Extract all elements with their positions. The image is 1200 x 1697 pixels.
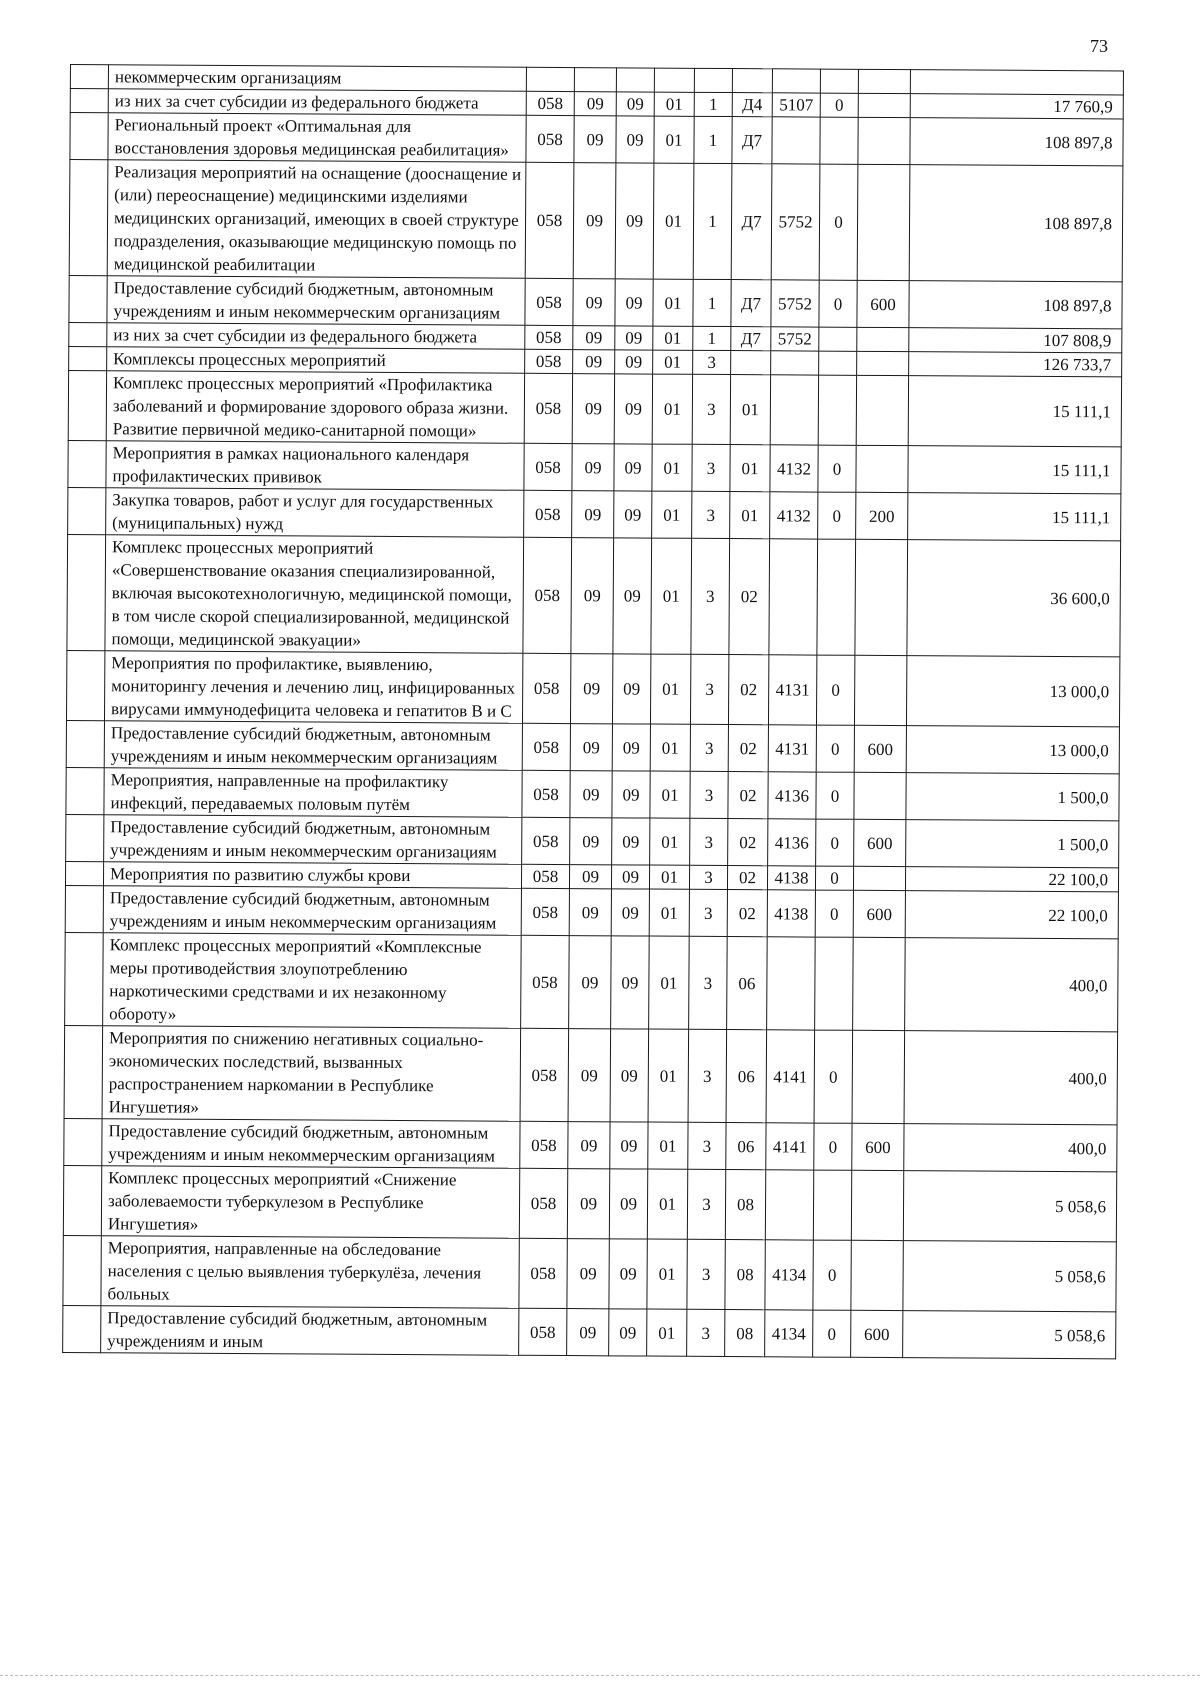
row-index-cell [70,89,108,113]
code-cell-c1 [526,67,574,91]
row-index-cell [64,1118,102,1165]
code-cell-c3: 09 [612,654,650,724]
code-cell-c8: 0 [816,819,854,866]
code-cell-c2: 09 [572,444,614,491]
code-cell-c1: 058 [526,115,574,162]
table-row [70,113,1123,166]
row-index-cell [64,1025,103,1118]
code-cell-c4: 01 [653,279,693,326]
row-amount: 400,0 [904,1124,1117,1172]
code-cell-c7: 4134 [765,1240,813,1310]
code-cell-c1: 058 [522,723,570,770]
code-cell-c9 [857,164,910,280]
code-cell-c7: 5752 [771,164,820,280]
code-cell-c7: 5752 [771,280,819,327]
table-row [69,275,1122,328]
code-cell-c4: 01 [647,1239,687,1309]
code-cell-c9 [853,937,906,1030]
row-amount: 17 760,9 [910,94,1123,119]
code-cell-c6 [731,351,771,375]
table-row [66,814,1119,867]
code-cell-c8: 0 [813,1240,851,1310]
code-cell-c5: 3 [690,818,728,865]
code-cell-c1: 058 [522,653,570,723]
code-cell-c5: 1 [693,279,731,326]
row-name: Закупка товаров, работ и услуг для государственных (муниципальных) нужд [106,488,524,538]
code-cell-c9 [852,1030,905,1123]
code-cell-c5: 3 [690,654,728,724]
code-cell-c7 [771,351,819,375]
row-index-cell [67,534,106,650]
budget-table [62,64,1124,1359]
code-cell-c8 [815,937,854,1030]
code-cell-c2: 09 [570,654,612,724]
row-amount: 1 500,0 [906,820,1119,868]
code-cell-c2: 09 [569,889,611,936]
code-cell-c6: 08 [725,1310,765,1357]
code-cell-c8: 0 [820,93,858,117]
table-row [69,160,1123,282]
code-cell-c1: 058 [525,349,573,373]
code-cell-c1: 058 [522,817,570,864]
code-cell-c1: 058 [521,935,570,1028]
row-index-cell [63,1165,101,1235]
code-cell-c8 [819,351,857,375]
code-cell-c3: 09 [611,936,650,1029]
row-name: из них за счет субсидии из федерального бюджета [107,323,525,350]
row-name: Комплексы процессных мероприятий [107,347,525,374]
code-cell-c3: 09 [615,163,654,279]
code-cell-c2: 09 [570,771,612,818]
code-cell-c1: 058 [522,770,570,817]
code-cell-c5 [694,68,732,92]
code-cell-c9: 600 [851,1310,903,1357]
row-index-cell [70,65,108,89]
code-cell-c4: 01 [650,724,690,771]
code-cell-c4: 01 [649,865,689,889]
code-cell-c7: 4132 [770,445,818,492]
code-cell-c6: Д7 [732,117,772,164]
row-amount: 22 100,0 [905,891,1118,939]
table-row [65,885,1118,938]
code-cell-c7: 4136 [768,819,816,866]
code-cell-c8: 0 [816,772,854,819]
row-name: из них за счет субсидии из федерального бюджета [108,89,526,116]
row-amount: 400,0 [904,1031,1118,1125]
code-cell-c6: 08 [725,1240,765,1310]
row-amount: 15 111,1 [908,493,1121,541]
row-name: Комплекс процессных мероприятий «Комплексные меры противодействия злоупотреблению наркотическими средствами и их незаконному обороту» [103,933,522,1029]
row-name: Мероприятия по развитию службы крови [103,862,521,889]
code-cell-c2: 09 [573,350,615,374]
code-cell-c1: 058 [519,1238,567,1308]
row-name: Мероприятия в рамках национального календаря профилактических прививок [106,441,524,491]
code-cell-c6: 01 [730,492,770,539]
code-cell-c8: 0 [814,1030,853,1123]
code-cell-c6: Д4 [732,93,772,117]
code-cell-c4: 01 [650,771,690,818]
code-cell-c9: 600 [853,890,905,937]
code-cell-c4: 01 [654,116,694,163]
row-amount: 107 808,9 [909,328,1122,353]
code-cell-c2: 09 [570,818,612,865]
code-cell-c4: 01 [652,491,692,538]
code-cell-c4: 01 [649,936,690,1029]
row-name: Мероприятия, направленные на обследование населения с целью выявления туберкулёза, лечения больных [101,1236,519,1309]
code-cell-c5: 3 [692,491,730,538]
code-cell-c3: 09 [616,92,654,116]
code-cell-c2: 09 [573,279,615,326]
code-cell-c9 [857,327,909,351]
code-cell-c3 [616,68,654,92]
row-name: Предоставление субсидий бюджетным, автономным учреждениям и иным некоммерческим организациям [103,886,521,936]
code-cell-c6: 02 [728,655,768,725]
row-name: некоммерческим организациям [108,65,526,92]
table-row [68,487,1121,540]
code-cell-c7: 4132 [770,492,818,539]
code-cell-c1: 058 [519,1308,567,1355]
code-cell-c2: 09 [567,1169,609,1239]
row-amount: 15 111,1 [908,446,1121,494]
code-cell-c7 [772,69,820,93]
code-cell-c5: 3 [689,936,728,1029]
code-cell-c1: 058 [520,1028,569,1121]
code-cell-c4: 01 [651,538,692,654]
code-cell-c4: 01 [653,350,693,374]
code-cell-c3: 09 [609,1169,647,1239]
code-cell-c5: 3 [689,889,727,936]
code-cell-c6: 06 [727,937,768,1030]
table-row [68,370,1121,446]
code-cell-c2: 09 [569,865,611,889]
code-cell-c8: 0 [813,1310,851,1357]
code-cell-c4: 01 [647,1309,687,1356]
table-row [65,932,1119,1031]
code-cell-c5: 3 [692,444,730,491]
code-cell-c9 [858,69,910,93]
row-amount: 5 058,6 [903,1311,1116,1359]
code-cell-c2: 09 [572,374,614,444]
code-cell-c6: Д7 [731,280,771,327]
code-cell-c1: 058 [525,325,573,349]
code-cell-c3: 09 [610,1029,649,1122]
row-amount: 108 897,8 [909,165,1123,282]
code-cell-c9 [855,539,908,655]
row-name: Комплекс процессных мероприятий «Снижение заболеваемости туберкулезом в Республике Ингушетия» [101,1166,519,1239]
row-index-cell [70,113,108,160]
row-index-cell [69,322,107,346]
code-cell-c8 [817,539,856,655]
code-cell-c4: 01 [653,163,694,279]
code-cell-c3: 09 [614,374,652,444]
code-cell-c5: 3 [690,771,728,818]
code-cell-c9 [856,375,908,445]
code-cell-c2: 09 [568,1122,610,1169]
row-amount: 108 897,8 [909,281,1122,329]
table-row [63,1235,1116,1311]
row-index-cell [69,160,108,276]
code-cell-c7 [772,117,820,164]
row-name: Предоставление субсидий бюджетным, автономным учреждениям и иным некоммерческим организациям [104,721,522,771]
code-cell-c7: 4131 [768,725,816,772]
table-row [64,1118,1117,1171]
code-cell-c1: 058 [524,373,572,443]
code-cell-c5: 1 [694,116,732,163]
code-cell-c7: 5752 [771,327,819,351]
code-cell-c7: 4134 [765,1310,813,1357]
code-cell-c9: 600 [854,819,906,866]
code-cell-c9: 600 [852,1123,904,1170]
table-row [66,720,1119,773]
code-cell-c6: 01 [730,375,770,445]
row-index-cell [66,650,104,720]
row-name: Мероприятия по профилактике, выявлению, мониторингу лечения и лечению лиц, инфицированных вирусами иммунодефицита человека и гепатитов В и С [104,651,522,724]
code-cell-c3: 09 [616,116,654,163]
code-cell-c7 [765,1170,813,1240]
code-cell-c7: 4141 [766,1123,814,1170]
table-row [64,1025,1118,1124]
row-amount: 400,0 [905,938,1119,1032]
code-cell-c9: 600 [857,280,909,327]
code-cell-c4: 01 [653,326,693,350]
code-cell-c2: 09 [573,326,615,350]
row-amount: 1 500,0 [906,773,1119,821]
code-cell-c6: 02 [728,772,768,819]
code-cell-c4: 01 [652,374,692,444]
code-cell-c8 [820,69,858,93]
code-cell-c5: 3 [689,865,727,889]
code-cell-c4: 01 [650,654,690,724]
code-cell-c8: 0 [814,1123,852,1170]
code-cell-c1: 058 [526,91,574,115]
code-cell-c5: 3 [687,1239,725,1309]
code-cell-c4: 01 [648,1029,689,1122]
code-cell-c4: 01 [649,889,689,936]
code-cell-c1: 058 [524,443,572,490]
code-cell-c5: 3 [687,1169,725,1239]
code-cell-c2: 09 [569,936,612,1029]
table-body [63,65,1124,1359]
code-cell-c3: 09 [615,350,653,374]
code-cell-c8: 0 [815,890,853,937]
code-cell-c5: 1 [693,326,731,350]
code-cell-c6: 02 [727,866,767,890]
code-cell-c8: 0 [815,866,853,890]
code-cell-c3: 09 [613,538,652,654]
code-cell-c9: 200 [856,492,908,539]
row-amount: 13 000,0 [906,656,1119,727]
code-cell-c3: 09 [611,889,649,936]
code-cell-c8 [818,375,856,445]
code-cell-c4: 01 [654,92,694,116]
table-row [63,1305,1116,1358]
row-index-cell [65,885,103,932]
code-cell-c6: 08 [725,1170,765,1240]
code-cell-c4 [654,68,694,92]
code-cell-c9 [858,117,910,164]
row-index-cell [68,370,106,440]
code-cell-c4: 01 [647,1169,687,1239]
code-cell-c9 [853,866,905,890]
row-index-cell [69,275,107,322]
code-cell-c6: 02 [727,890,767,937]
row-index-cell [63,1305,101,1352]
table-row [68,440,1121,493]
code-cell-c3: 09 [611,865,649,889]
code-cell-c6: 06 [726,1123,766,1170]
code-cell-c9 [854,772,906,819]
row-name: Предоставление субсидий бюджетным, автономным учреждениям и иным некоммерческим организациям [102,1119,520,1169]
row-name: Мероприятия по снижению негативных социально-экономических последствий, вызванных распространением наркомании в Республике Ингушетия» [102,1026,521,1122]
code-cell-c9 [854,655,906,725]
row-index-cell [69,346,107,370]
table-row [63,1165,1116,1241]
row-amount: 5 058,6 [903,1171,1116,1242]
code-cell-c9 [851,1170,903,1240]
code-cell-c7 [770,375,818,445]
row-amount: 108 897,8 [910,118,1123,166]
code-cell-c6 [732,69,772,93]
code-cell-c1: 058 [520,1121,568,1168]
row-name: Предоставление субсидий бюджетным, автономным учреждениям и иным [101,1306,519,1356]
code-cell-c5: 3 [688,1122,726,1169]
code-cell-c2: 09 [573,163,616,279]
code-cell-c8: 0 [818,492,856,539]
code-cell-c2: 09 [574,116,616,163]
code-cell-c1: 058 [524,490,572,537]
code-cell-c8 [813,1170,851,1240]
code-cell-c5: 3 [687,1309,725,1356]
code-cell-c2 [574,68,616,92]
code-cell-c6: Д7 [731,164,772,280]
code-cell-c7: 4138 [767,866,815,890]
row-index-cell [68,440,106,487]
code-cell-c5: 3 [692,374,730,444]
row-name: Предоставление субсидий бюджетным, автономным учреждениям и иным некоммерческим организациям [104,815,522,865]
code-cell-c8 [820,117,858,164]
code-cell-c9: 600 [854,725,906,772]
code-cell-c8 [819,327,857,351]
table-row [67,534,1121,656]
row-name: Предоставление субсидий бюджетным, автономным учреждениям и иным некоммерческим организациям [107,276,525,326]
code-cell-c3: 09 [612,724,650,771]
code-cell-c2: 09 [567,1239,609,1309]
code-cell-c5: 3 [693,350,731,374]
code-cell-c6: 02 [729,539,770,655]
code-cell-c2: 09 [574,92,616,116]
code-cell-c8: 0 [818,445,856,492]
code-cell-c1: 058 [525,278,573,325]
code-cell-c7: 4131 [768,655,816,725]
table-row [66,650,1119,726]
page-number: 73 [1090,36,1108,56]
table-row [66,767,1119,820]
row-amount: 5 058,6 [903,1241,1116,1312]
code-cell-c4: 01 [648,1122,688,1169]
code-cell-c7: 4138 [767,890,815,937]
row-index-cell [66,814,104,861]
row-amount [910,70,1123,95]
code-cell-c3: 09 [614,444,652,491]
code-cell-c8: 0 [819,280,857,327]
code-cell-c8: 0 [819,164,858,280]
row-index-cell [66,720,104,767]
row-index-cell [65,861,103,885]
code-cell-c1: 058 [521,888,569,935]
code-cell-c9 [858,93,910,117]
row-name: Мероприятия, направленные на профилактику инфекций, передаваемых половым путём [104,768,522,818]
code-cell-c7 [769,539,818,655]
code-cell-c1: 058 [523,537,572,653]
code-cell-c4: 01 [652,444,692,491]
row-amount: 13 000,0 [906,726,1119,774]
code-cell-c7: 4136 [768,772,816,819]
row-name: Комплекс процессных мероприятий «Совершенствование оказания специализированной, включая высокотехнологичную, медицинской помощи, в том числе скорой специализированной, медицинской помощи, медицинской эвакуации» [105,535,524,654]
code-cell-c1: 058 [521,864,569,888]
row-index-cell [65,932,104,1025]
code-cell-c6: 06 [726,1030,767,1123]
code-cell-c3: 09 [609,1309,647,1356]
code-cell-c3: 09 [612,771,650,818]
code-cell-c7: 5107 [772,93,820,117]
code-cell-c3: 09 [615,326,653,350]
code-cell-c6: 01 [730,445,770,492]
code-cell-c3: 09 [612,818,650,865]
row-amount: 36 600,0 [907,540,1121,657]
scan-edge-line [0,1675,1200,1680]
row-amount: 22 100,0 [905,867,1118,892]
code-cell-c6: 02 [728,819,768,866]
row-index-cell [63,1235,101,1305]
code-cell-c2: 09 [568,1029,611,1122]
code-cell-c6: Д7 [731,327,771,351]
code-cell-c3: 09 [614,491,652,538]
row-name: Региональный проект «Оптимальная для восстановления здоровья медицинская реабилитация» [108,113,526,163]
row-amount: 15 111,1 [908,376,1121,447]
code-cell-c8: 0 [816,655,854,725]
code-cell-c6: 02 [728,725,768,772]
code-cell-c2: 09 [572,491,614,538]
code-cell-c2: 09 [567,1309,609,1356]
row-name: Комплекс процессных мероприятий «Профилактика заболеваний и формирование здорового образа жизни. Развитие первичной медико-санитарной помощи» [106,371,524,444]
code-cell-c5: 3 [691,538,730,654]
code-cell-c5: 3 [688,1029,727,1122]
code-cell-c9 [856,445,908,492]
code-cell-c1: 058 [525,162,574,278]
code-cell-c2: 09 [571,538,614,654]
row-amount: 126 733,7 [909,352,1122,377]
code-cell-c5: 1 [694,92,732,116]
code-cell-c5: 3 [690,724,728,771]
row-index-cell [68,487,106,534]
code-cell-c2: 09 [570,724,612,771]
code-cell-c1: 058 [519,1168,567,1238]
code-cell-c3: 09 [610,1122,648,1169]
code-cell-c8: 0 [816,725,854,772]
code-cell-c9 [857,351,909,375]
code-cell-c7 [767,937,816,1030]
row-name: Реализация мероприятий на оснащение (дооснащение и (или) переоснащение) медицинскими изделиями медицинских организаций, имеющих в своей структуре подразделения, оказывающие медицинскую помощь по медицинской реабилитации [107,160,526,279]
code-cell-c3: 09 [615,279,653,326]
code-cell-c3: 09 [609,1239,647,1309]
row-index-cell [66,767,104,814]
code-cell-c4: 01 [650,818,690,865]
code-cell-c5: 1 [693,163,732,279]
code-cell-c7: 4141 [766,1030,815,1123]
code-cell-c9 [851,1240,903,1310]
